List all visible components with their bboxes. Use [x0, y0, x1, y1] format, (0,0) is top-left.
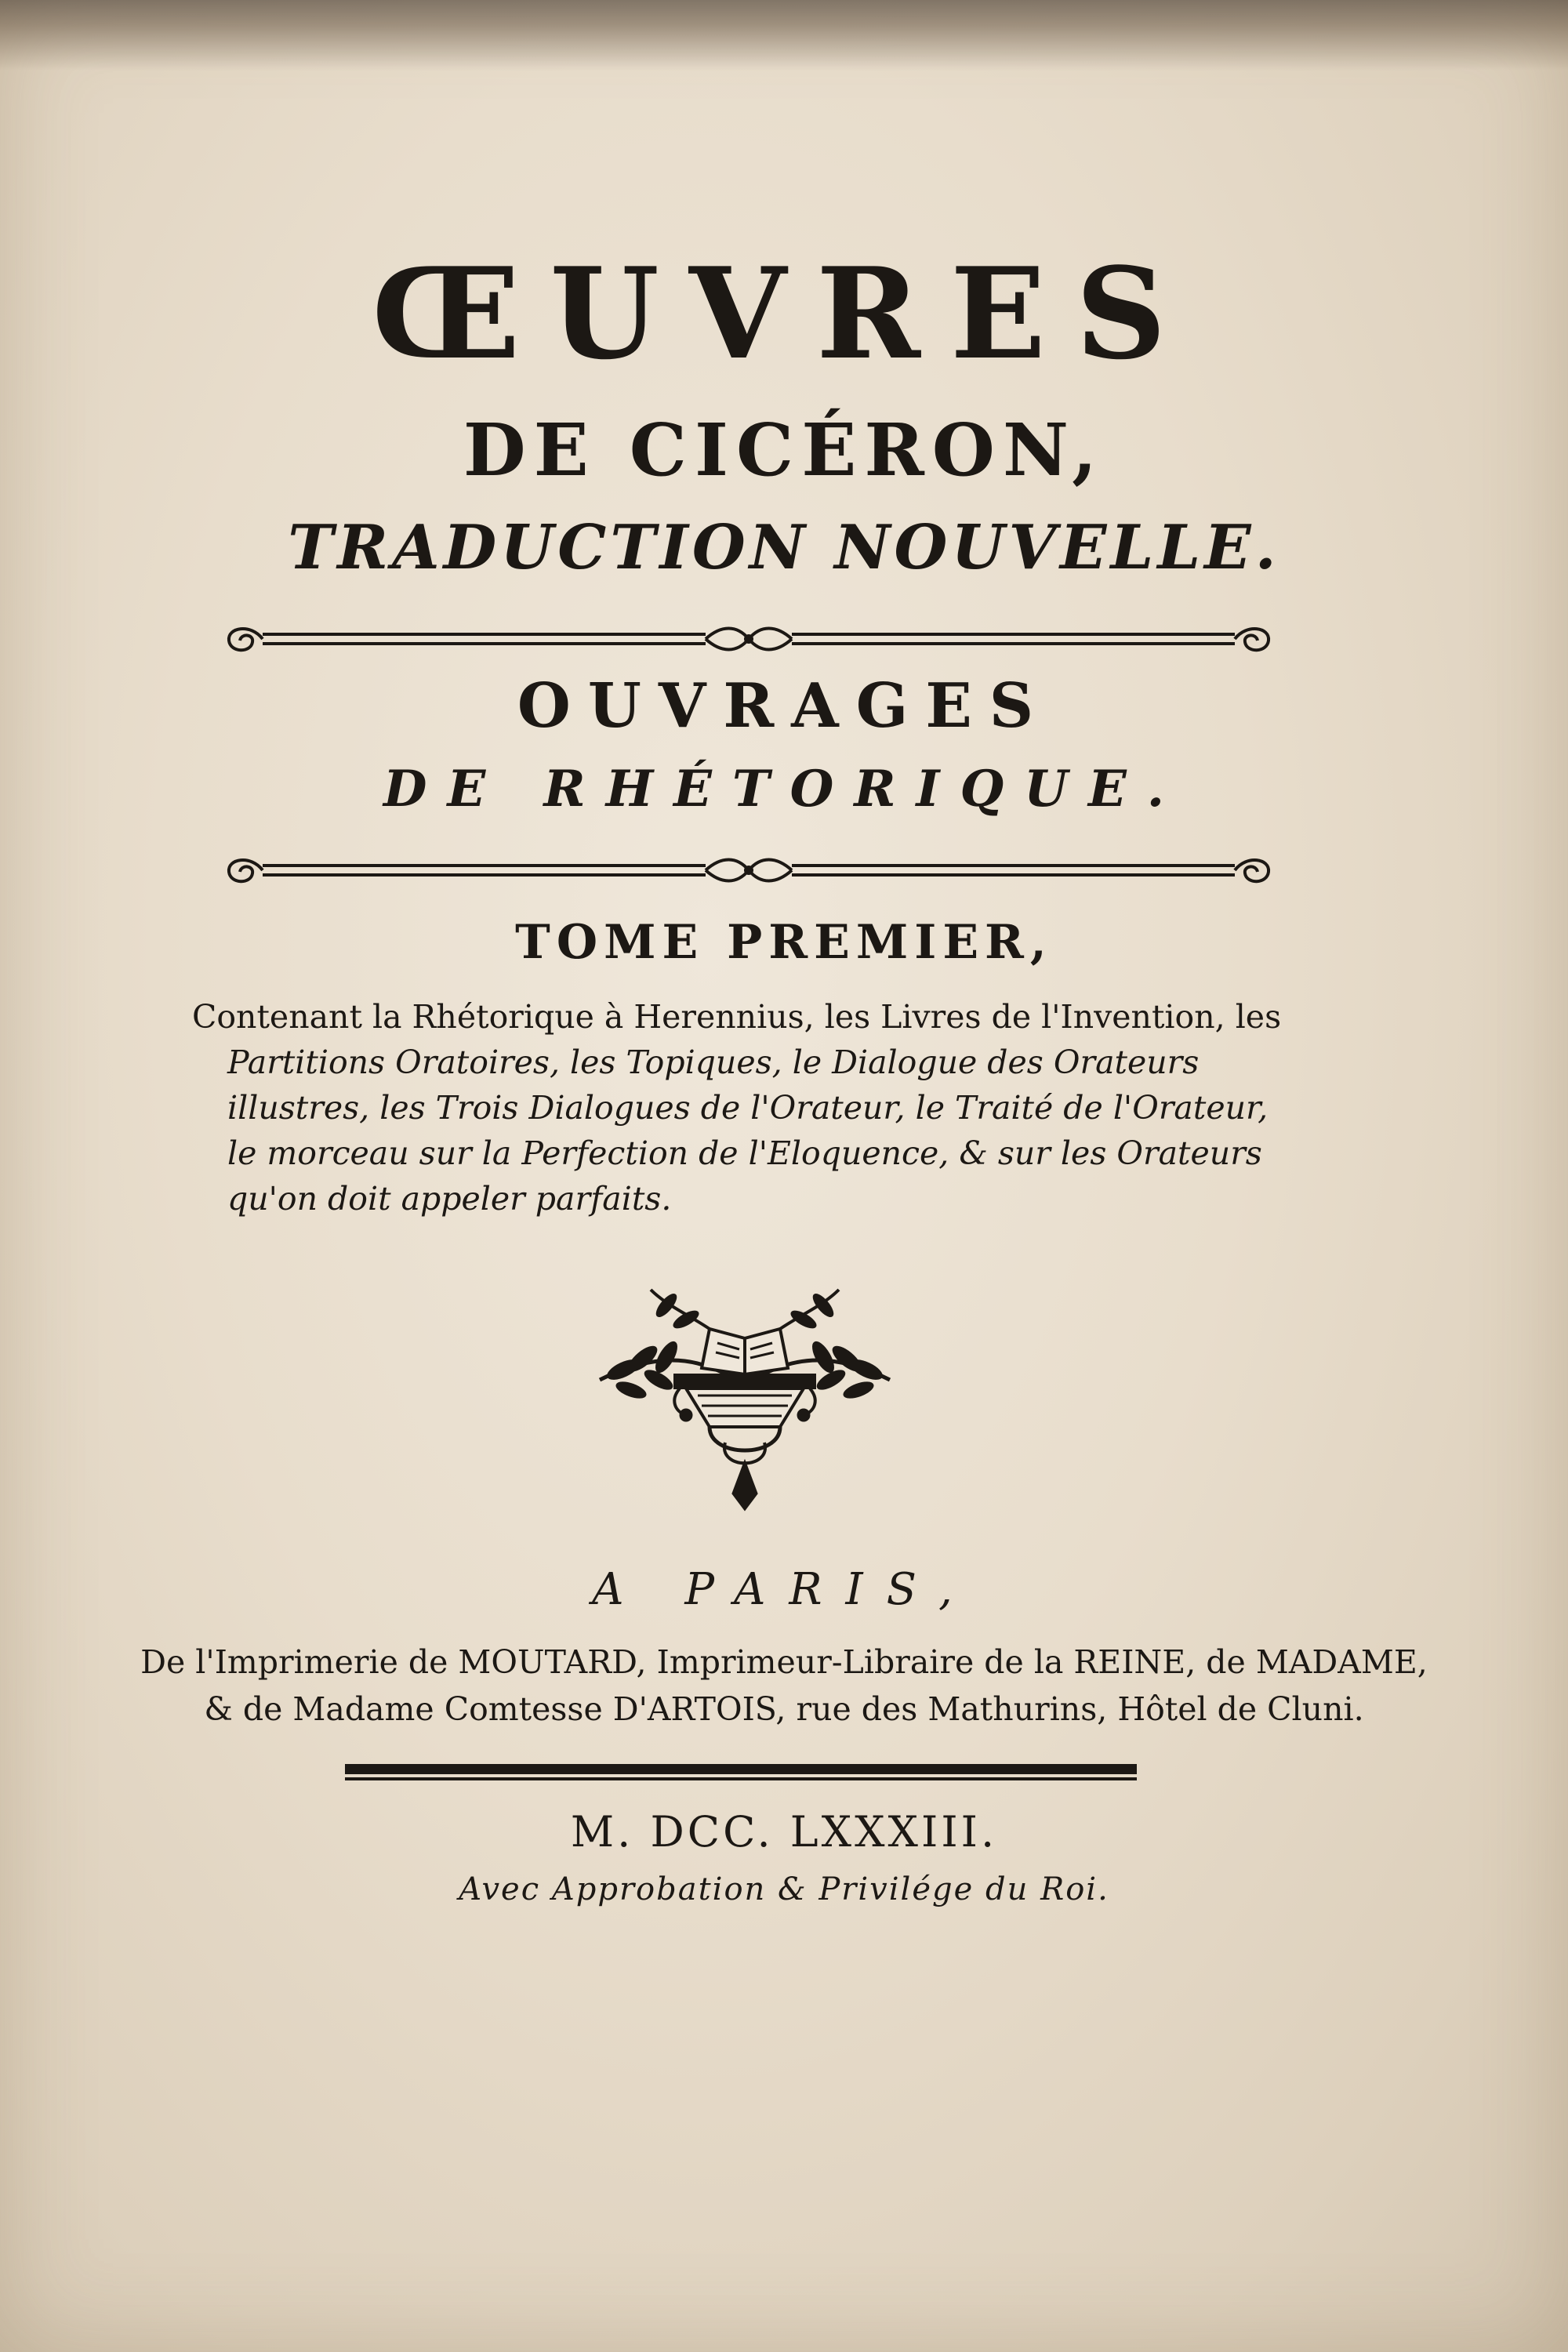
section-title: OUVRAGES — [517, 670, 1051, 742]
contents-line: illustres, les Trois Dialogues de l'Orateur, le Traité de l'Orateur, — [227, 1089, 1269, 1127]
section-subtitle: DE RHÉTORIQUE. — [383, 760, 1185, 818]
imprint-line: De l'Imprimerie de MOUTARD, Imprimeur-Libraire de la REINE, de MADAME, — [140, 1643, 1428, 1681]
title-author: DE CICÉRON, — [463, 408, 1105, 492]
title-translation: TRADUCTION NOUVELLE. — [288, 512, 1280, 583]
imprint-city: A PARIS, — [592, 1564, 976, 1615]
contents-line: le morceau sur la Perfection de l'Eloquence, & sur les Orateurs — [227, 1134, 1262, 1172]
thick-double-rule — [345, 1764, 1137, 1781]
contents-line: qu'on doit appeler parfaits. — [227, 1180, 672, 1218]
contents-paragraph — [192, 994, 1305, 1221]
contents-line: Contenant la Rhétorique à Herennius, les Livres de l'Invention, les — [192, 998, 1282, 1036]
volume-title: TOME PREMIER, — [515, 915, 1053, 970]
scroll-rule-icon — [220, 615, 1278, 662]
publication-year: M. DCC. LXXXIII. — [570, 1807, 998, 1857]
scroll-rule-icon — [220, 847, 1278, 894]
title-main: ŒUVRES — [372, 240, 1196, 387]
imprint-line: & de Madame Comtesse D'ARTOIS, rue des Mathurins, Hôtel de Cluni. — [204, 1690, 1364, 1728]
book-and-laurel-vignette-icon — [592, 1282, 898, 1517]
contents-line: Partitions Oratoires, les Topiques, le Dialogue des Orateurs — [227, 1044, 1200, 1081]
page-top-edge-shadow — [0, 0, 1568, 71]
royal-privilege: Avec Approbation & Privilége du Roi. — [459, 1871, 1109, 1907]
